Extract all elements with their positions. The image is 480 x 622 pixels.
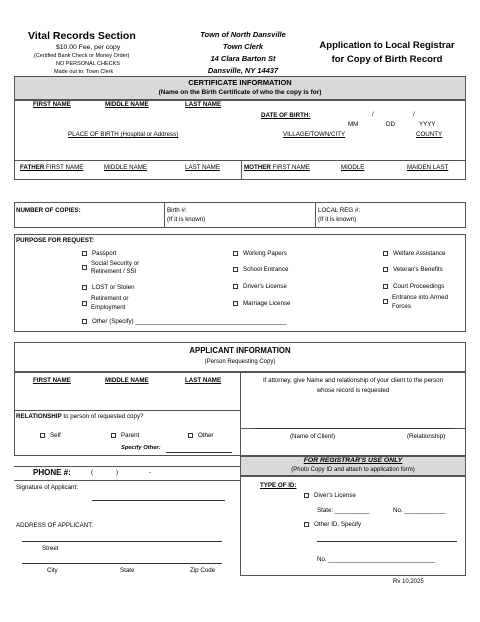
form-title-1: Application to Local Registrar — [319, 40, 455, 51]
certificate-subtitle: (Name on the Birth Certificate of who the copy is for) — [158, 89, 322, 96]
state-label: State — [120, 567, 135, 574]
id-drivers-license[interactable]: Diver's License — [304, 492, 356, 499]
specify-other-line[interactable] — [166, 452, 232, 453]
dob-mm: MM — [348, 121, 359, 128]
type-of-id-label: TYPE OF ID: — [260, 482, 297, 489]
dob-slash-2: / — [413, 111, 415, 118]
form-title-2: for Copy of Birth Record — [331, 54, 443, 65]
purpose-lost-stolen[interactable]: LOST or Stolen — [82, 284, 135, 291]
village-label: VILLAGE/TOWN/CITY — [283, 131, 346, 138]
checkbox-icon[interactable] — [383, 299, 388, 304]
checkbox-icon[interactable] — [188, 433, 193, 438]
purpose-court[interactable]: Court Proceedings — [383, 283, 444, 290]
phone-label: PHONE #: — [33, 468, 71, 477]
phone-dash: - — [149, 469, 152, 476]
checkbox-icon[interactable] — [82, 319, 87, 324]
relationship-parent[interactable]: Parent — [111, 432, 139, 439]
town-line-4: Dansville, NY 14437 — [207, 66, 279, 75]
payment-text: (Certified Bank Check or Money Order) — [34, 53, 130, 59]
address-label: ADDRESS OF APPLICANT: — [16, 522, 94, 529]
cert-middle-name-label: MIDDLE NAME — [105, 101, 149, 108]
phone-paren-open: ( — [91, 469, 94, 476]
checkbox-icon[interactable] — [82, 285, 87, 290]
county-label: COUNTY — [416, 131, 443, 138]
registrar-header — [240, 456, 466, 476]
no-checks-text: NO PERSONAL CHECKS — [56, 61, 120, 67]
attorney-note-2: whose record is requested — [316, 387, 390, 394]
checkbox-icon[interactable] — [40, 433, 45, 438]
checkbox-icon[interactable] — [82, 265, 87, 270]
client-relationship-label: (Relationship) — [407, 433, 446, 440]
app-first-name-label: FIRST NAME — [33, 377, 71, 384]
applicant-title: APPLICANT INFORMATION — [189, 346, 291, 355]
purpose-working-papers[interactable]: Working Papers — [233, 250, 287, 257]
checkbox-icon[interactable] — [233, 267, 238, 272]
checkbox-icon[interactable] — [383, 267, 388, 272]
cert-last-name-label: LAST NAME — [185, 101, 222, 108]
mother-middle-label: MIDDLE — [341, 164, 365, 171]
local-reg-label: LOCAL REG #: — [318, 207, 361, 214]
dob-yyyy: YYYY — [419, 121, 436, 128]
purpose-other[interactable]: Other (Specify) ____________________________________________ — [82, 318, 287, 325]
checkbox-icon[interactable] — [82, 251, 87, 256]
relationship-self[interactable]: Self — [40, 432, 61, 439]
fee-text: $10.00 Fee, per copy — [56, 44, 121, 51]
checkbox-icon[interactable] — [383, 251, 388, 256]
relationship-other[interactable]: Other — [188, 432, 213, 439]
place-of-birth-label: PLACE OF BIRTH (Hospital or Address) — [68, 131, 179, 138]
certificate-title: CERTIFICATE INFORMATION — [188, 78, 292, 87]
birth-number-hint: (If it is known) — [167, 216, 206, 223]
attorney-note-1: If attorney, give Name and relationship of your client to the person — [262, 377, 444, 384]
father-last-label: LAST NAME — [185, 164, 220, 171]
city-label: City — [47, 567, 58, 574]
purpose-af-line-1: Entrance into Armed — [392, 294, 449, 301]
purpose-passport[interactable]: Passport — [82, 250, 116, 257]
purpose-drivers-license[interactable]: Driver's License — [233, 283, 287, 290]
mother-maiden-label: MAIDEN LAST — [407, 164, 449, 171]
certificate-header — [14, 76, 466, 100]
checkbox-icon[interactable] — [304, 493, 309, 498]
made-out-text: Made out to: Town Clerk — [54, 69, 114, 75]
town-line-1: Town of North Dansville — [200, 30, 286, 39]
checkbox-icon[interactable] — [111, 433, 116, 438]
registrar-subtitle: (Photo Copy ID and attach to application form) — [291, 467, 415, 473]
id-state: State: __________ — [317, 507, 370, 514]
purpose-ss-line-1: Social Security or — [91, 260, 140, 267]
purpose-veteran[interactable]: Veteran's Benefits — [383, 266, 443, 273]
birth-number-label: Birth #: — [167, 207, 187, 214]
other-id-line[interactable] — [317, 541, 457, 542]
other-id-number: No. _______________________________ — [317, 556, 436, 563]
purpose-school[interactable]: School Entrance — [233, 266, 288, 273]
app-middle-name-label: MIDDLE NAME — [105, 377, 149, 384]
section-title: Vital Records Section — [28, 30, 136, 42]
app-last-name-label: LAST NAME — [185, 377, 222, 384]
purpose-ret-line-2: Employment — [91, 304, 126, 311]
checkbox-icon[interactable] — [233, 284, 238, 289]
checkbox-icon[interactable] — [233, 301, 238, 306]
father-middle-label: MIDDLE NAME — [104, 164, 147, 171]
purpose-welfare[interactable]: Welfare Assistance — [383, 250, 446, 257]
purpose-marriage[interactable]: Marriage License — [233, 300, 290, 307]
zip-label: Zip Code — [190, 567, 216, 574]
date-of-birth-label: DATE OF BIRTH: — [261, 112, 311, 119]
father-first-label: FATHER FIRST NAME — [20, 164, 84, 171]
checkbox-icon[interactable] — [233, 251, 238, 256]
id-number: No. ____________ — [393, 507, 446, 514]
signature-label: Signature of Applicant: — [16, 484, 78, 491]
revision-label: Rv 10.2025 — [393, 579, 424, 585]
client-info-line[interactable] — [255, 428, 455, 429]
signature-line[interactable] — [92, 500, 225, 501]
street-label: Street — [42, 545, 59, 552]
checkbox-icon[interactable] — [383, 284, 388, 289]
phone-paren-close: ) — [116, 469, 119, 476]
specify-other-label: Specify Other: — [121, 445, 161, 451]
applicant-subtitle: (Person Requesting Copy) — [204, 359, 276, 365]
purpose-af-line-2: Forces — [392, 303, 411, 310]
number-of-copies-label: NUMBER OF COPIES: — [16, 207, 81, 214]
city-state-zip-line[interactable] — [22, 563, 222, 564]
dob-dd: DD — [386, 121, 395, 128]
mother-first-label: MOTHER FIRST NAME — [244, 164, 310, 171]
town-line-3: 14 Clara Barton St — [210, 54, 276, 63]
checkbox-icon[interactable] — [82, 301, 87, 306]
purpose-ss-line-2: Retirement / SSI — [91, 268, 137, 275]
registrar-title: FOR REGISTRAR'S USE ONLY — [303, 457, 403, 464]
local-reg-hint: (If it is known) — [318, 216, 357, 223]
cert-first-name-label: FIRST NAME — [33, 101, 71, 108]
purpose-label: PURPOSE FOR REQUEST: — [16, 237, 95, 244]
client-name-label: (Name of Client) — [290, 433, 336, 440]
relationship-label: RELATIONSHIP to person of requested copy? — [16, 413, 144, 420]
town-line-2: Town Clerk — [222, 42, 264, 51]
purpose-ret-line-1: Retirement or — [91, 295, 129, 302]
dob-slash-1: / — [372, 111, 374, 118]
id-other[interactable]: Other ID, Specify — [304, 521, 361, 528]
copies-row — [14, 202, 466, 228]
street-line[interactable] — [22, 541, 222, 542]
checkbox-icon[interactable] — [304, 522, 309, 527]
